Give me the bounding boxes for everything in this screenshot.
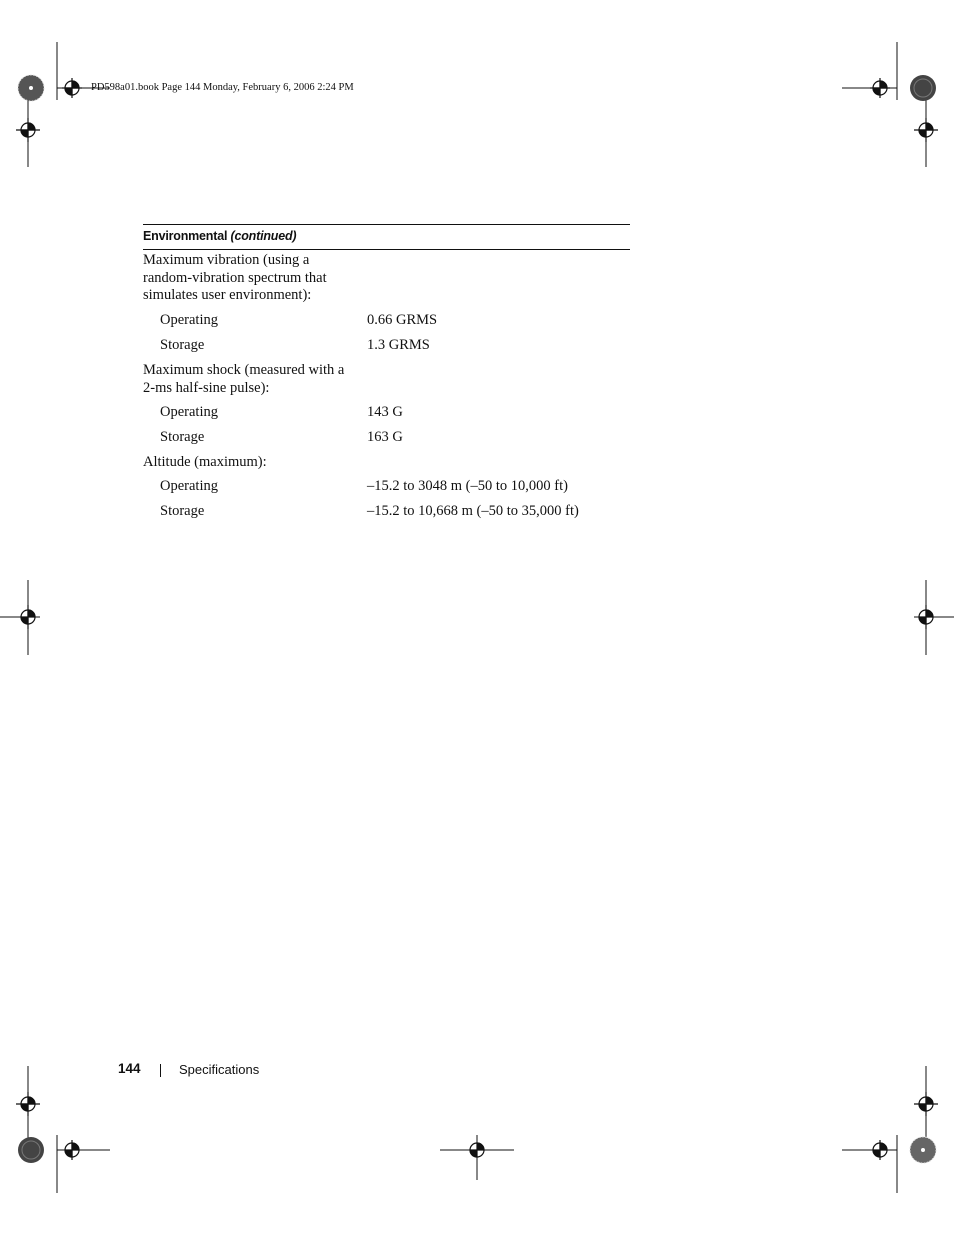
row-value: 163 G	[367, 429, 403, 445]
page-number: 144	[118, 1061, 141, 1076]
table-row	[143, 362, 630, 404]
table-row	[143, 337, 630, 362]
print-slug-line: PD598a01.book Page 144 Monday, February 6, 2006 2:24 PM	[91, 82, 354, 93]
row-label: Operating	[160, 404, 218, 420]
environmental-spec-table	[143, 224, 630, 528]
starburst-icon	[18, 1137, 44, 1163]
registration-target-icon	[16, 1092, 40, 1116]
registration-target-icon	[65, 1140, 79, 1160]
row-value: –15.2 to 3048 m (–50 to 10,000 ft)	[367, 478, 568, 494]
row-label: Storage	[160, 503, 205, 519]
registration-target-icon	[914, 118, 938, 142]
table-row	[143, 503, 630, 528]
row-label: Storage	[160, 429, 205, 445]
row-label: Operating	[160, 312, 218, 328]
footer-separator	[160, 1064, 161, 1077]
table-row	[143, 404, 630, 429]
registration-target-icon	[16, 118, 40, 142]
table-row	[143, 429, 630, 454]
row-label: Operating	[160, 478, 218, 494]
starburst-icon	[910, 75, 936, 101]
table-row	[143, 478, 630, 503]
table-header	[143, 225, 630, 250]
registration-target-icon	[21, 605, 35, 629]
registration-target-icon	[470, 1143, 484, 1157]
row-value: 0.66 GRMS	[367, 312, 438, 328]
table-row	[143, 252, 630, 312]
row-value: 1.3 GRMS	[367, 337, 430, 353]
row-label: Maximum shock (measured with a 2-ms half-sine pulse):	[143, 362, 345, 396]
row-label: Maximum vibration (using a random-vibration spectrum that simulates user environment):	[143, 252, 327, 303]
registration-target-icon	[914, 1092, 938, 1116]
registration-target-icon	[919, 605, 933, 629]
registration-target-icon	[870, 78, 890, 98]
table-header-title: Environmental	[143, 229, 228, 243]
row-value: 143 G	[367, 404, 403, 420]
row-value: –15.2 to 10,668 m (–50 to 35,000 ft)	[367, 503, 579, 519]
row-label: Storage	[160, 337, 205, 353]
starburst-icon	[18, 75, 44, 101]
row-label: Altitude (maximum):	[143, 454, 267, 470]
table-row	[143, 312, 630, 337]
table-header-qualifier: (continued)	[230, 229, 297, 243]
table-row	[143, 454, 630, 478]
registration-target-icon	[873, 1140, 887, 1160]
starburst-icon	[910, 1137, 936, 1163]
registration-target-icon	[62, 78, 82, 98]
footer-section-title: Specifications	[179, 1062, 260, 1077]
